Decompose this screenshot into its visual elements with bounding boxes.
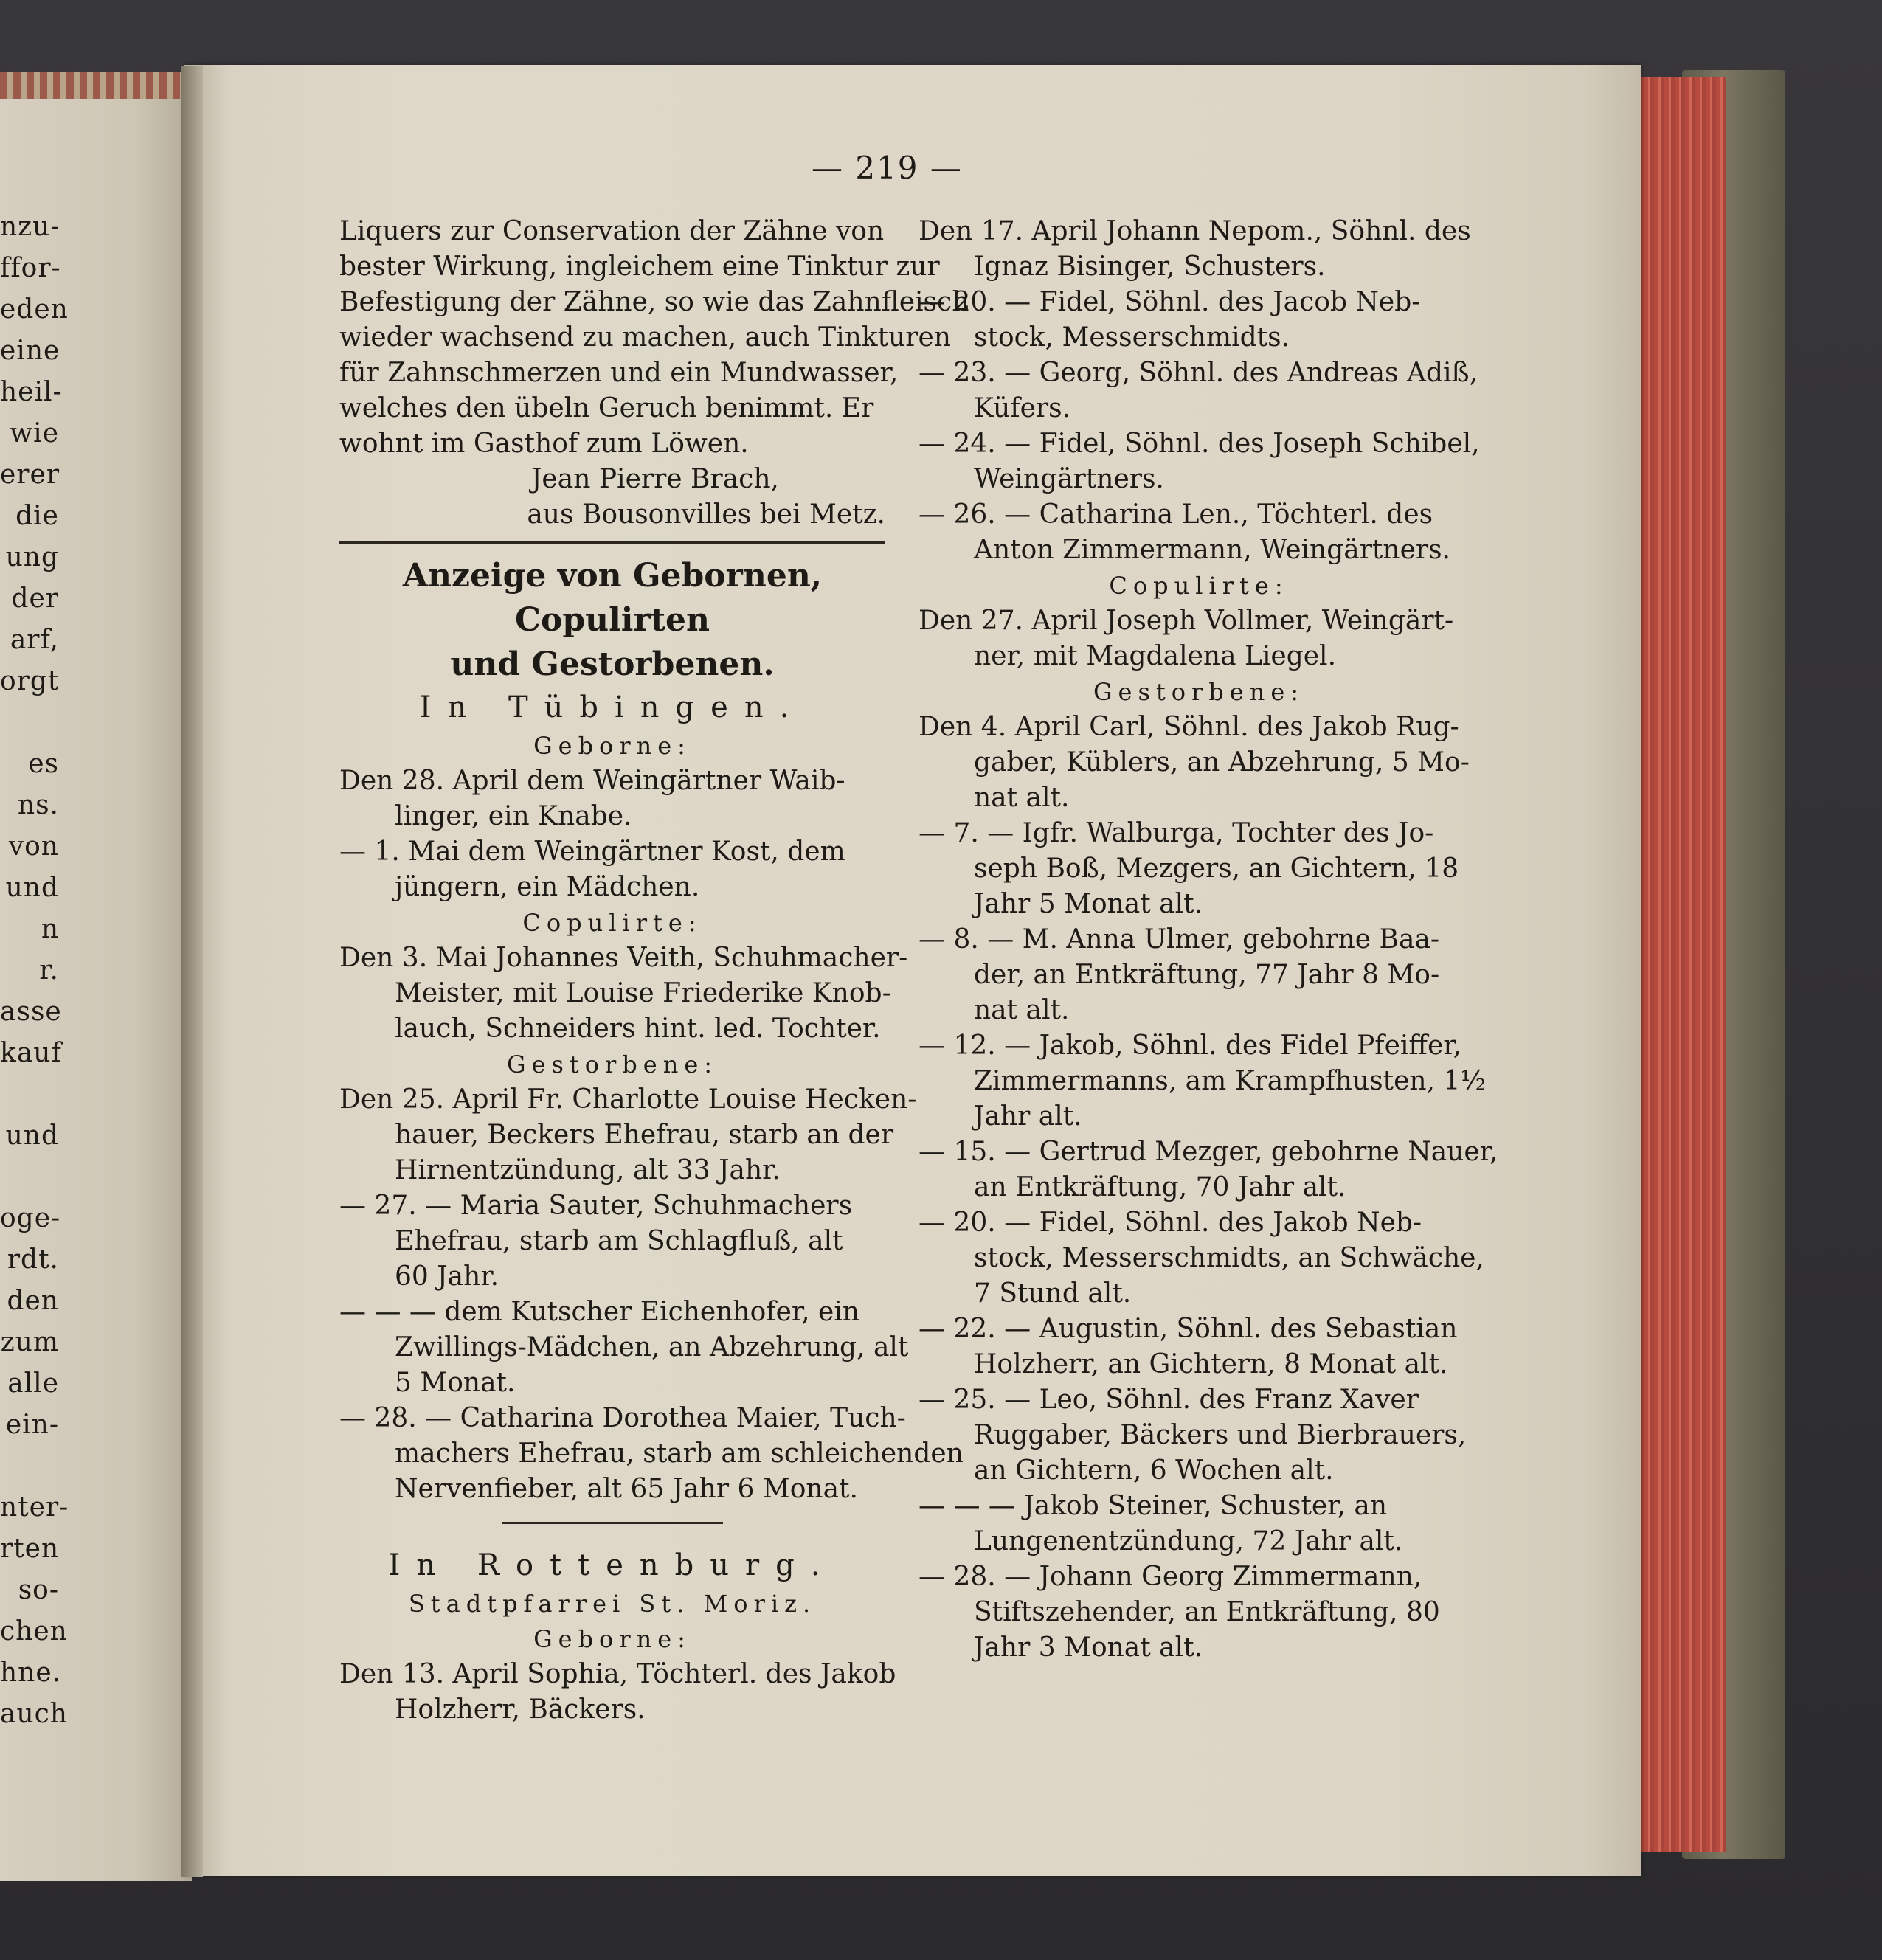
short-divider	[502, 1522, 723, 1524]
text-line: Liquers zur Conservation der Zähne von	[339, 216, 885, 246]
entry-continuation-line: seph Boß, Mezgers, an Gichtern, 18	[974, 853, 1459, 884]
right-column	[918, 214, 1498, 1666]
margin-fragment: heil-	[0, 377, 63, 407]
margin-fragment: die	[15, 501, 59, 531]
gutter	[181, 66, 203, 1877]
signature-place: aus Bousonvilles bei Metz.	[527, 499, 885, 530]
entry-continuation-line: Lungenentzündung, 72 Jahr alt.	[974, 1526, 1403, 1556]
margin-fragment: und	[5, 873, 59, 903]
margin-fragment: r.	[39, 955, 59, 986]
entry-first-line: — 1. Mai dem Weingärtner Kost, dem	[339, 837, 845, 867]
margin-fragment: nzu-	[0, 212, 60, 242]
entry-continuation-line: ner, mit Magdalena Liegel.	[974, 641, 1337, 671]
signature-name: Jean Pierre Brach,	[531, 464, 779, 494]
entry-continuation-line: Ignaz Bisinger, Schusters.	[974, 252, 1326, 282]
entry-first-line: — 26. — Catharina Len., Töchterl. des	[918, 499, 1433, 530]
margin-fragment	[0, 1157, 59, 1198]
place-rottenburg: In Rottenburg.	[388, 1548, 837, 1582]
text-line: Befestigung der Zähne, so wie das Zahnfleisch	[339, 287, 969, 317]
marriages-list-right	[918, 603, 1479, 674]
margin-fragment: ffor-	[0, 253, 61, 283]
entry-continuation-line: Meister, mit Louise Friederike Knob-	[395, 978, 891, 1008]
label-geborne-2: Geborne:	[533, 1625, 691, 1653]
label-gestorbene: Gestorbene:	[506, 1050, 719, 1078]
text-line: wieder wachsend zu machen, auch Tinkturen	[339, 322, 951, 353]
margin-fragment: auch	[0, 1699, 68, 1729]
entry-first-line: Den 17. April Johann Nepom., Söhnl. des	[918, 216, 1471, 246]
entry-first-line: — 7. — Igfr. Walburga, Tochter des Jo-	[918, 818, 1434, 848]
margin-fragment: zum	[0, 1327, 59, 1357]
margin-fragment: nter-	[0, 1492, 69, 1523]
margin-fragment: eine	[0, 336, 60, 366]
headband	[0, 72, 192, 99]
margin-fragment: erer	[0, 460, 60, 490]
entry-continuation-line: an Entkräftung, 70 Jahr alt.	[974, 1172, 1346, 1202]
margin-fragment: alle	[7, 1368, 59, 1399]
margin-fragment: und	[5, 1121, 59, 1151]
entry-continuation-line: nat alt.	[974, 783, 1070, 813]
advertisement-text	[339, 214, 969, 462]
margin-fragment: den	[7, 1286, 59, 1316]
text-line: bester Wirkung, ingleichem eine Tinktur zur	[339, 252, 940, 282]
page-number: — 219 —	[812, 150, 963, 186]
margin-fragment: ein-	[5, 1410, 59, 1440]
place-tuebingen: In Tübingen.	[419, 690, 806, 724]
margin-fragment	[0, 702, 59, 744]
entry-continuation-line: Ehefrau, starb am Schlagfluß, alt	[395, 1226, 843, 1256]
births-list	[339, 763, 885, 905]
margin-fragment: so-	[18, 1575, 59, 1605]
entry-continuation-line: Nervenfieber, alt 65 Jahr 6 Monat.	[395, 1474, 858, 1504]
entry-continuation-line: Jahr alt.	[974, 1101, 1082, 1132]
margin-fragment: ns.	[17, 790, 59, 820]
deaths-list	[339, 1082, 964, 1507]
margin-fragment: wie	[10, 418, 59, 449]
entry-continuation-line: Jahr 3 Monat alt.	[974, 1632, 1203, 1663]
entry-continuation-line: linger, ein Knabe.	[395, 801, 632, 831]
entry-continuation-line: Anton Zimmermann, Weingärtners.	[974, 535, 1450, 565]
entry-first-line: — 24. — Fidel, Söhnl. des Joseph Schibel,	[918, 429, 1480, 459]
entry-first-line: — 20. — Fidel, Söhnl. des Jacob Neb-	[918, 287, 1421, 317]
entry-first-line: Den 27. April Joseph Vollmer, Weingärt-	[918, 606, 1454, 636]
entry-first-line: Den 13. April Sophia, Töchterl. des Jakob	[339, 1659, 896, 1689]
label-geborne: Geborne:	[533, 732, 691, 760]
entry-continuation-line: Holzherr, an Gichtern, 8 Monat alt.	[974, 1349, 1448, 1379]
label-gestorbene-right: Gestorbene:	[1093, 678, 1305, 706]
left-column	[339, 214, 969, 1728]
births-list-right	[918, 214, 1479, 568]
margin-fragment: orgt	[0, 666, 60, 696]
margin-fragment: chen	[0, 1616, 68, 1646]
births-list-2	[339, 1657, 896, 1728]
entry-first-line: — — — dem Kutscher Eichenhofer, ein	[339, 1297, 860, 1327]
entry-continuation-line: 5 Monat.	[395, 1368, 516, 1398]
entry-continuation-line: hauer, Beckers Ehefrau, starb an der	[395, 1120, 894, 1150]
text-line: für Zahnschmerzen und ein Mundwasser,	[339, 358, 899, 388]
entry-continuation-line: lauch, Schneiders hint. led. Tochter.	[395, 1014, 881, 1044]
entry-first-line: — 23. — Georg, Söhnl. des Andreas Adiß,	[918, 358, 1478, 388]
margin-fragment: kauf	[0, 1038, 62, 1068]
entry-continuation-line: Jahr 5 Monat alt.	[974, 889, 1203, 919]
heading-line-1: Anzeige von Gebornen, Copulirten	[402, 557, 823, 639]
entry-continuation-line: der, an Entkräftung, 77 Jahr 8 Mo-	[974, 960, 1440, 990]
entry-continuation-line: nat alt.	[974, 995, 1070, 1025]
left-page-text-fragments	[0, 207, 69, 1735]
entry-first-line: Den 3. Mai Johannes Veith, Schuhmacher-	[339, 943, 908, 973]
entry-continuation-line: jüngern, ein Mädchen.	[395, 872, 700, 902]
margin-fragment: n	[41, 914, 59, 944]
entry-continuation-line: Ruggaber, Bäckers und Bierbrauers,	[974, 1420, 1467, 1450]
entry-continuation-line: Zwillings-Mädchen, an Abzehrung, alt	[395, 1332, 909, 1362]
entry-continuation-line: 60 Jahr.	[395, 1261, 499, 1292]
entry-continuation-line: stock, Messerschmidts, an Schwäche,	[974, 1243, 1484, 1273]
entry-first-line: Den 4. April Carl, Söhnl. des Jakob Rug-	[918, 712, 1459, 742]
divider	[339, 541, 885, 544]
entry-first-line: — 22. — Augustin, Söhnl. des Sebastian	[918, 1314, 1458, 1344]
entry-first-line: — 15. — Gertrud Mezger, gebohrne Nauer,	[918, 1137, 1498, 1167]
margin-fragment: rdt.	[7, 1244, 59, 1275]
entry-continuation-line: Hirnentzündung, alt 33 Jahr.	[395, 1155, 781, 1185]
entry-first-line: — 27. — Maria Sauter, Schuhmachers	[339, 1191, 853, 1221]
entry-first-line: — 20. — Fidel, Söhnl. des Jakob Neb-	[918, 1208, 1422, 1238]
entry-first-line: — 28. — Johann Georg Zimmermann,	[918, 1562, 1422, 1592]
margin-fragment	[0, 1446, 59, 1487]
margin-fragment: rten	[0, 1534, 60, 1564]
margin-fragment: arf,	[10, 625, 59, 655]
section-heading	[339, 554, 885, 687]
entry-continuation-line: Stiftszehender, an Entkräftung, 80	[974, 1597, 1440, 1627]
entry-first-line: — 12. — Jakob, Söhnl. des Fidel Pfeiffer,	[918, 1031, 1462, 1061]
entry-continuation-line: machers Ehefrau, starb am schleichenden	[395, 1438, 964, 1469]
margin-fragment: der	[11, 584, 59, 614]
entry-first-line: — 8. — M. Anna Ulmer, gebohrne Baa-	[918, 924, 1440, 955]
entry-first-line: Den 28. April dem Weingärtner Waib-	[339, 766, 845, 796]
heading-line-2: und Gestorbenen.	[450, 645, 775, 683]
marriages-list	[339, 941, 908, 1047]
margin-fragment: es	[28, 749, 59, 779]
margin-fragment: ung	[5, 542, 59, 572]
margin-fragment: hne.	[0, 1658, 62, 1688]
margin-fragment: eden	[0, 294, 69, 325]
entry-continuation-line: Weingärtners.	[974, 464, 1164, 494]
label-copulirte-right: Copulirte:	[1109, 572, 1289, 600]
entry-continuation-line: an Gichtern, 6 Wochen alt.	[974, 1455, 1334, 1486]
deaths-list-right	[918, 710, 1498, 1666]
label-copulirte: Copulirte:	[522, 909, 702, 937]
parish-name: Stadtpfarrei St. Moriz.	[408, 1590, 817, 1618]
entry-first-line: — 28. — Catharina Dorothea Maier, Tuch-	[339, 1403, 906, 1433]
margin-fragment: von	[8, 831, 59, 862]
margin-fragment: oge-	[0, 1203, 61, 1233]
entry-first-line: — — — Jakob Steiner, Schuster, an	[918, 1491, 1388, 1521]
entry-continuation-line: Küfers.	[974, 393, 1071, 423]
entry-first-line: — 25. — Leo, Söhnl. des Franz Xaver	[918, 1385, 1419, 1415]
margin-fragment	[0, 1074, 59, 1115]
entry-continuation-line: gaber, Küblers, an Abzehrung, 5 Mo-	[974, 747, 1470, 778]
entry-first-line: Den 25. April Fr. Charlotte Louise Hecken-	[339, 1084, 917, 1115]
entry-continuation-line: Zimmermanns, am Krampfhusten, 1½	[974, 1066, 1487, 1096]
entry-continuation-line: 7 Stund alt.	[974, 1278, 1132, 1309]
text-line: wohnt im Gasthof zum Löwen.	[339, 429, 749, 459]
margin-fragment: asse	[0, 997, 62, 1027]
text-line: welches den übeln Geruch benimmt. Er	[339, 393, 874, 423]
entry-continuation-line: stock, Messerschmidts.	[974, 322, 1290, 353]
entry-continuation-line: Holzherr, Bäckers.	[395, 1694, 646, 1725]
